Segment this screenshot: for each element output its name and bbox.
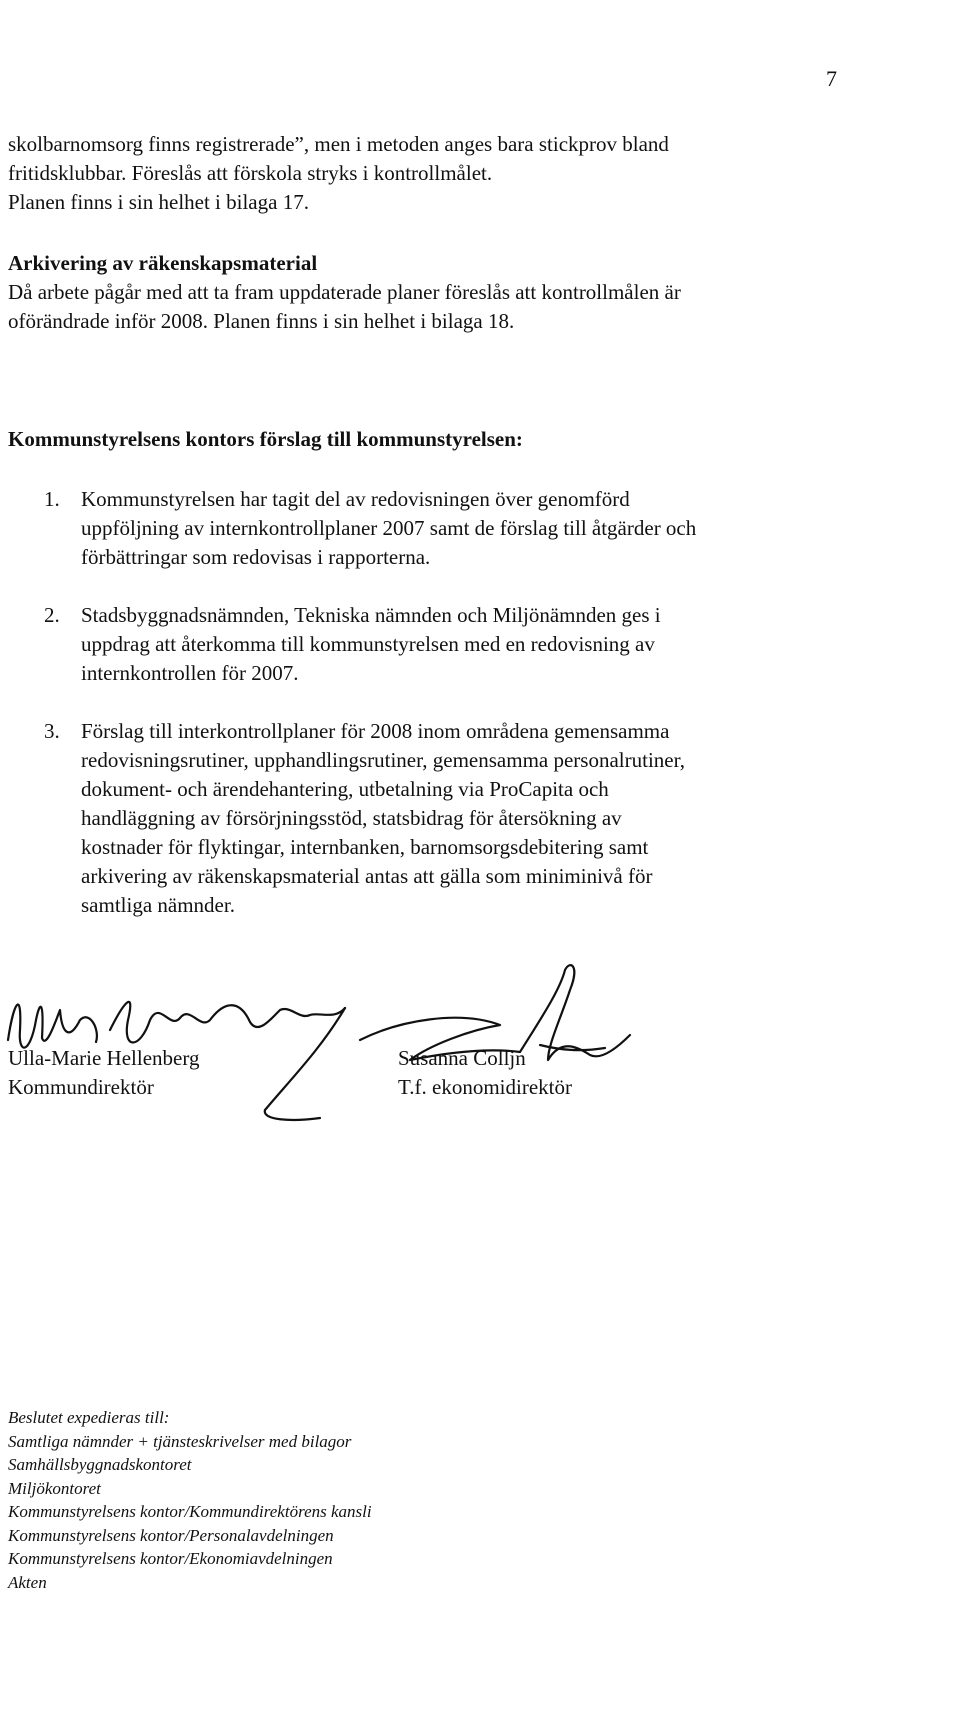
signature-block	[8, 1044, 808, 1124]
signature-left	[8, 1044, 199, 1102]
decision-number: 2.	[44, 603, 60, 627]
signatory-name: Ulla-Marie Hellenberg	[8, 1046, 200, 1070]
signatory-title: Kommundirektör	[8, 1075, 154, 1099]
archiving-section	[8, 249, 828, 336]
intro-line: skolbarnomsorg finns registrerade”, men i metoden anges bara stickprov bland	[8, 132, 669, 156]
decision-list	[8, 485, 838, 949]
distribution-list	[8, 1406, 372, 1594]
signatory-title: T.f. ekonomidirektör	[398, 1075, 572, 1099]
signature-left-stroke	[8, 1002, 345, 1048]
decision-line: internkontrollen för 2007.	[81, 661, 299, 685]
decision-line: arkivering av räkenskapsmaterial antas att gälla som miniminivå för	[81, 864, 653, 888]
decision-line: handläggning av försörjningsstöd, statsbidrag för återsökning av	[81, 806, 622, 830]
distribution-heading: Beslutet expedieras till:	[8, 1408, 170, 1427]
distribution-recipient: Akten	[8, 1572, 47, 1592]
decision-line: samtliga nämnder.	[81, 893, 235, 917]
intro-paragraph	[8, 130, 828, 217]
distribution-recipient: Samhällsbyggnadskontoret	[8, 1455, 192, 1474]
intro-line: Planen finns i sin helhet i bilaga 17.	[8, 190, 309, 214]
decision-line: Kommunstyrelsen har tagit del av redovisningen över genomförd	[81, 487, 630, 511]
decision-item-3	[8, 717, 838, 920]
proposal-heading: Kommunstyrelsens kontors förslag till kommunstyrelsen:	[8, 427, 523, 451]
decision-line: kostnader för flyktingar, internbanken, barnomsorgsdebitering samt	[81, 835, 649, 859]
distribution-recipient: Kommunstyrelsens kontor/Kommundirektörens kansli	[8, 1502, 372, 1521]
decision-line: uppdrag att återkomma till kommunstyrelsen med en redovisning av	[81, 632, 655, 656]
distribution-recipient: Kommunstyrelsens kontor/Personalavdelningen	[8, 1525, 334, 1545]
archiving-line: Då arbete pågår med att ta fram uppdaterade planer föreslås att kontrollmålen är	[8, 280, 681, 304]
distribution-recipient: Miljökontoret	[8, 1478, 101, 1498]
archiving-line: oförändrade inför 2008. Planen finns i sin helhet i bilaga 18.	[8, 309, 515, 333]
distribution-recipient: Kommunstyrelsens kontor/Ekonomiavdelningen	[8, 1549, 333, 1568]
decision-item-1	[8, 485, 838, 572]
decision-line: uppföljning av internkontrollplaner 2007 samt de förslag till åtgärder och	[81, 516, 697, 540]
distribution-recipient: Samtliga nämnder + tjänsteskrivelser med bilagor	[8, 1431, 352, 1451]
intro-line: fritidsklubbar. Föreslås att förskola stryks i kontrollmålet.	[8, 161, 493, 185]
decision-line: Stadsbyggnadsnämnden, Tekniska nämnden och Miljönämnden ges i	[81, 603, 661, 627]
signature-right	[398, 1044, 572, 1102]
page-number: 7	[826, 66, 837, 91]
decision-line: Förslag till interkontrollplaner för 2008 inom områdena gemensamma	[81, 719, 670, 743]
decision-item-2	[8, 601, 838, 688]
signatory-name: Susanna Colljn	[398, 1046, 526, 1070]
decision-line: redovisningsrutiner, upphandlingsrutiner, gemensamma personalrutiner,	[81, 748, 685, 772]
decision-line: förbättringar som redovisas i rapporterna.	[81, 545, 431, 569]
decision-line: dokument- och ärendehantering, utbetalning via ProCapita och	[81, 777, 609, 801]
archiving-heading: Arkivering av räkenskapsmaterial	[8, 251, 318, 275]
decision-number: 3.	[44, 719, 60, 743]
decision-number: 1.	[44, 487, 60, 511]
